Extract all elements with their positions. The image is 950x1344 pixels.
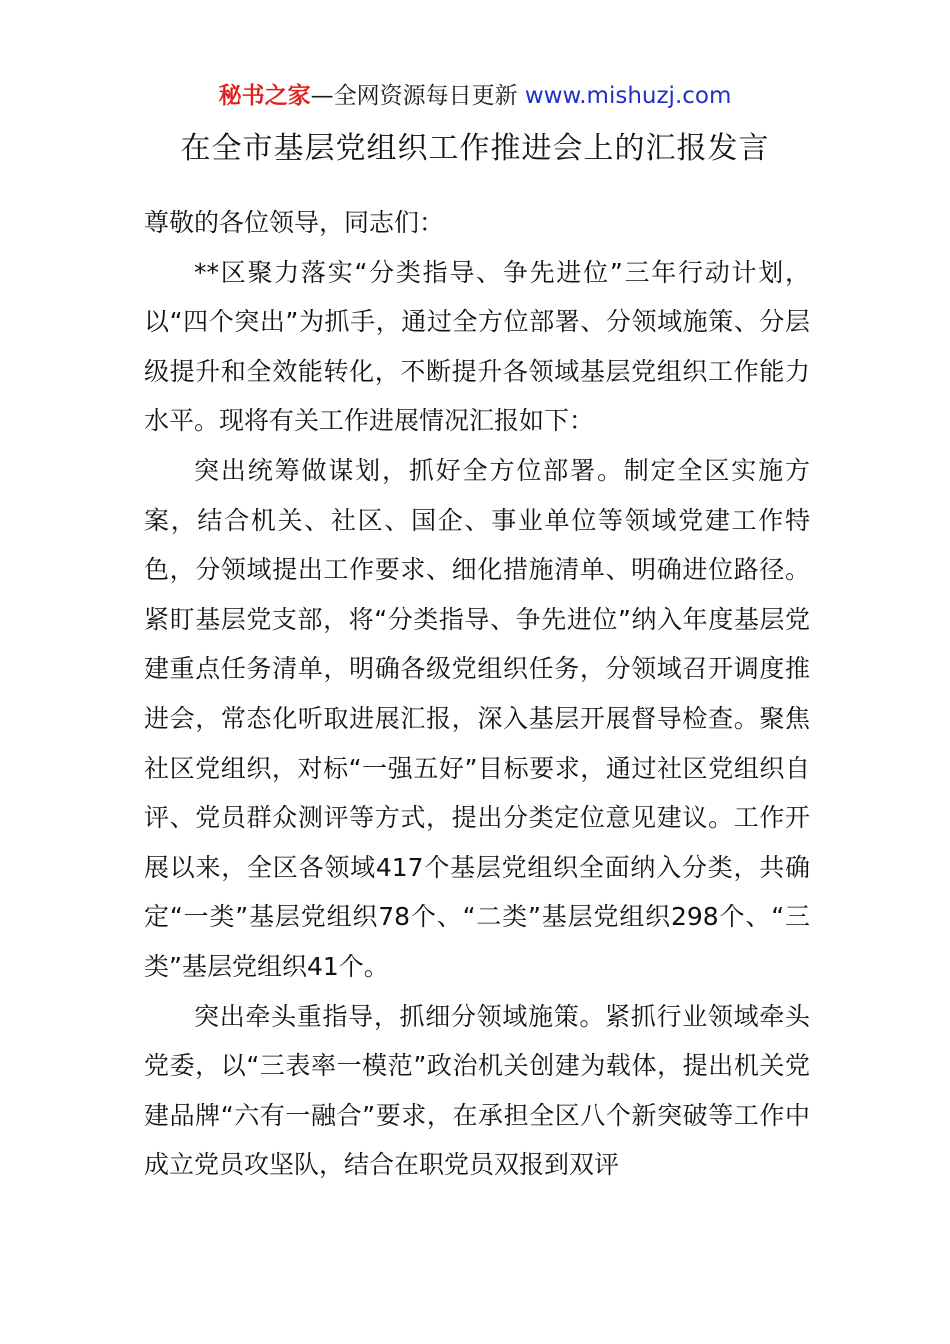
site-tagline: —全网资源每日更新 xyxy=(310,83,518,109)
paragraph-guidance: 突出牵头重指导，抓细分领域施策。紧抓行业领域牵头党委，以“三表率一模范”政治机关创建为载体，提出机关党建品牌“六有一融合”要求，在承担全区八个新突破等工作中成立党员攻坚队，结合在职党员双报到双评 xyxy=(144,1001,810,1180)
paragraph-intro: **区聚力落实“分类指导、争先进位”三年行动计划，以“四个突出”为抓手，通过全方位部署、分领域施策、分层级提升和全效能转化，不断提升各领域基层党组织工作能力水平。现将有关工作进展情况汇报如下： xyxy=(144,257,810,436)
salutation: 尊敬的各位领导，同志们： xyxy=(144,208,445,237)
document-body xyxy=(144,198,810,1190)
brand-name: 秘书之家 xyxy=(218,83,311,109)
document-title: 在全市基层党组织工作推进会上的汇报发言 xyxy=(180,131,770,166)
site-url-link[interactable]: www.mishuzj.com xyxy=(524,83,732,109)
site-header xyxy=(0,80,950,112)
paragraph-planning: 突出统筹做谋划，抓好全方位部署。制定全区实施方案，结合机关、社区、国企、事业单位等领域党建工作特色，分领域提出工作要求、细化措施清单、明确进位路径。紧盯基层党支部，将“分类指导、争先进位”纳入年度基层党建重点任务清单，明确各级党组织任务，分领域召开调度推进会，常态化听取进展汇报，深入基层开展督导检查。聚焦社区党组织，对标“一强五好”目标要求，通过社区党组织自评、党员群众测评等方式，提出分类定位意见建议。工作开展以来，全区各领域417个基层党组织全面纳入分类，共确定“一类”基层党组织78个、“二类”基层党组织298个、“三类”基层党组织41个。 xyxy=(144,455,810,981)
